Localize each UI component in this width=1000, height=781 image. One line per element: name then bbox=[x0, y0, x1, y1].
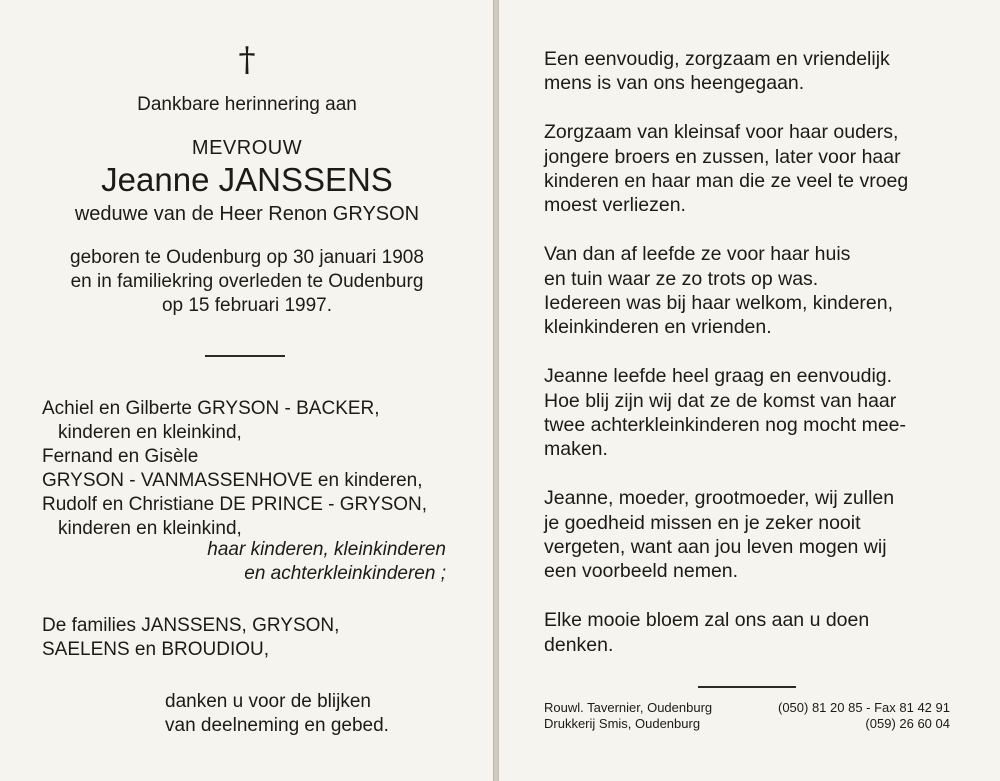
poem-stanza bbox=[544, 47, 964, 96]
birth-line: geboren te Oudenburg op 30 januari 1908 bbox=[70, 247, 424, 268]
birth-death-block bbox=[0, 246, 494, 318]
grandchildren-note bbox=[180, 538, 446, 586]
poem-stanza bbox=[544, 608, 964, 657]
poem-line: moest verliezen. bbox=[544, 194, 686, 217]
poem-line: kleinkinderen en vrienden. bbox=[544, 316, 772, 339]
grandchildren-line: haar kinderen, kleinkinderen bbox=[207, 539, 446, 560]
poem-line: een voorbeeld nemen. bbox=[544, 560, 739, 583]
poem-line: vergeten, want aan jou leven mogen wij bbox=[544, 536, 887, 559]
grandchildren-line: en achterkleinkinderen ; bbox=[244, 563, 446, 584]
left-card-page bbox=[0, 0, 494, 781]
family-line: Rudolf en Christiane DE PRINCE - GRYSON, bbox=[42, 494, 428, 515]
families-line: SAELENS en BROUDIOU, bbox=[42, 639, 270, 660]
poem-line: Een eenvoudig, zorgzaam en vriendelijk bbox=[544, 48, 890, 70]
printer-name: Drukkerij Smis, Oudenburg bbox=[544, 715, 701, 731]
undertaker-row bbox=[544, 700, 950, 716]
intro-text: Dankbare herinnering aan bbox=[137, 94, 357, 115]
printer-row bbox=[544, 716, 950, 732]
thanks-line: van deelneming en gebed. bbox=[165, 715, 389, 736]
poem-stanza bbox=[544, 364, 964, 462]
family-line: Achiel en Gilberte GRYSON - BACKER, bbox=[42, 398, 380, 419]
widow-line: weduwe van de Heer Renon GRYSON bbox=[74, 203, 420, 225]
families-line: De families JANSSENS, GRYSON, bbox=[42, 615, 340, 636]
poem-line: denken. bbox=[544, 633, 614, 656]
salutation: MEVROUW bbox=[191, 137, 303, 159]
printer-contact: (059) 26 60 04 bbox=[865, 715, 950, 731]
memorial-poem bbox=[544, 47, 964, 681]
family-line: kinderen en kleinkind, bbox=[58, 518, 242, 539]
poem-line: Jeanne leefde heel graag en eenvoudig. bbox=[544, 365, 893, 388]
poem-stanza bbox=[544, 486, 964, 584]
family-line: GRYSON - VANMASSENHOVE en kinderen, bbox=[42, 470, 423, 491]
poem-line: Jeanne, moeder, grootmoeder, wij zullen bbox=[544, 487, 895, 510]
left-divider bbox=[205, 355, 285, 357]
cross-symbol: † bbox=[238, 40, 256, 80]
poem-line: Hoe blij zijn wij dat ze de komst van haar bbox=[544, 389, 897, 412]
thanks-block bbox=[165, 690, 389, 738]
poem-line: Elke mooie bloem zal ons aan u doen bbox=[544, 609, 870, 632]
poem-line: Zorgzaam van kleinsaf voor haar ouders, bbox=[544, 121, 899, 144]
thanks-line: danken u voor de blijken bbox=[165, 691, 371, 712]
poem-line: twee achterkleinkinderen nog mocht mee- bbox=[544, 414, 907, 437]
poem-line: mens is van ons heengegaan. bbox=[544, 72, 805, 95]
poem-stanza bbox=[544, 120, 964, 218]
poem-line: je goedheid missen en je zeker nooit bbox=[544, 511, 861, 534]
right-divider bbox=[698, 686, 796, 688]
poem-line: kinderen en haar man die ze veel te vroeg bbox=[544, 170, 909, 193]
families-block bbox=[42, 614, 339, 662]
poem-line: maken. bbox=[544, 438, 608, 461]
death-date-line: op 15 februari 1997. bbox=[161, 295, 333, 316]
poem-line: jongere broers en zussen, later voor haar bbox=[544, 145, 901, 168]
family-list bbox=[42, 397, 427, 541]
family-line: kinderen en kleinkind, bbox=[58, 422, 242, 443]
poem-stanza bbox=[544, 242, 964, 340]
deceased-name: Jeanne JANSSENS bbox=[101, 161, 393, 198]
family-line: Fernand en Gisèle bbox=[42, 446, 199, 467]
death-line: en in familiekring overleden te Oudenburg bbox=[70, 271, 424, 292]
undertaker-name: Rouwl. Tavernier, Oudenburg bbox=[544, 700, 713, 715]
undertaker-contact: (050) 81 20 85 - Fax 81 42 91 bbox=[777, 700, 950, 715]
poem-line: Iedereen was bij haar welkom, kinderen, bbox=[544, 292, 894, 315]
poem-line: Van dan af leefde ze voor haar huis bbox=[544, 243, 851, 266]
printer-footer bbox=[544, 700, 950, 731]
poem-line: en tuin waar ze zo trots op was. bbox=[544, 267, 819, 290]
